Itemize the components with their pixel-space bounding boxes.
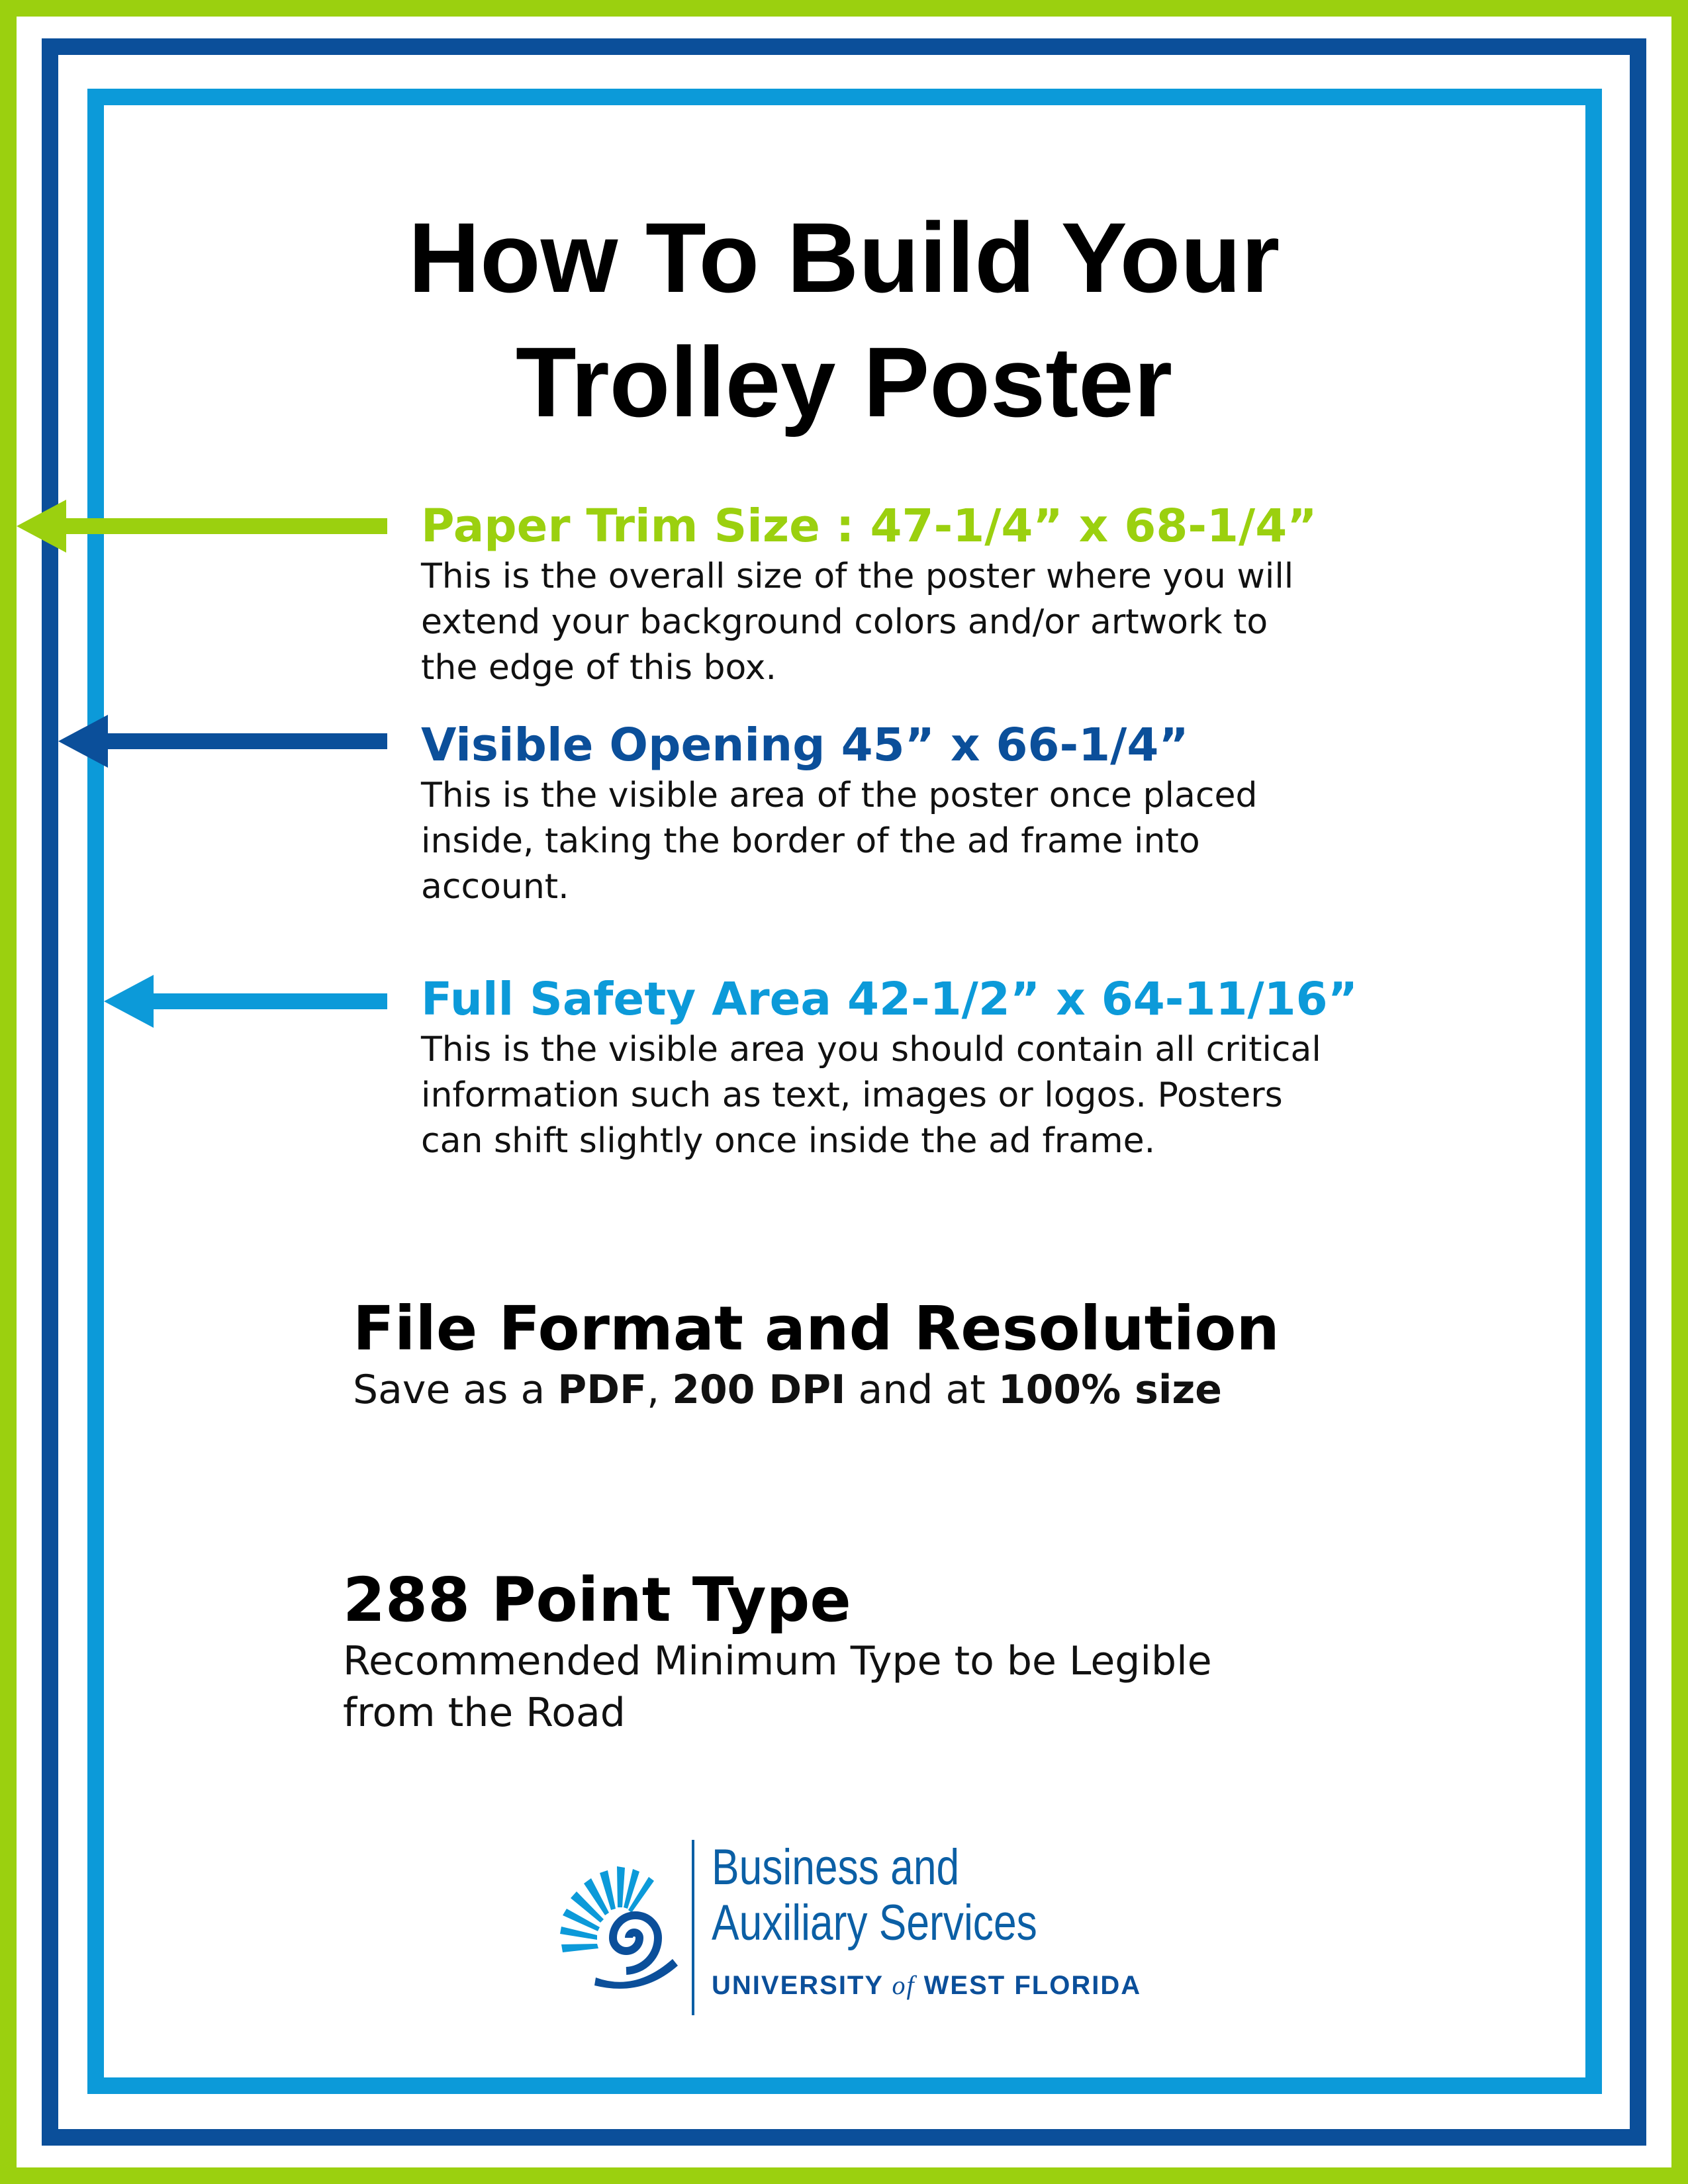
logo-of-text: of — [892, 1970, 915, 2000]
file-format-pdf: PDF — [557, 1367, 647, 1413]
point-type-description — [343, 1635, 1212, 1739]
point-type-heading: 288 Point Type — [343, 1565, 851, 1635]
point-type-description-line: from the Road — [343, 1690, 626, 1736]
shell-icon — [556, 1860, 688, 1992]
spec-description-line: can shift slightly once inside the ad frame. — [421, 1121, 1156, 1161]
logo-text-auxiliary: Auxiliary Services — [712, 1895, 1037, 1951]
point-type-section — [343, 1565, 1212, 1739]
spec-description-line: extend your background colors and/or artwork to — [421, 602, 1268, 642]
spec-heading: Visible Opening 45” x 66-1/4” — [421, 719, 1189, 772]
logo-westflorida-text: WEST FLORIDA — [915, 1971, 1142, 2000]
safety-arrow-icon — [104, 975, 387, 1028]
spec-paper-trim — [421, 498, 1427, 691]
point-type-description-line: Recommended Minimum Type to be Legible — [343, 1638, 1212, 1684]
spec-description-line: This is the visible area you should contain all critical — [421, 1030, 1321, 1069]
poster-title — [0, 195, 1688, 444]
uwf-logo — [556, 1839, 1142, 2019]
spec-description — [421, 1027, 1427, 1164]
file-format-text: , — [647, 1367, 673, 1413]
title-line-2: Trolley Poster — [515, 326, 1173, 437]
file-format-text: Save as a — [353, 1367, 558, 1413]
logo-text-business: Business and — [712, 1839, 960, 1895]
spec-visible-opening — [421, 717, 1427, 910]
visible-arrow-icon — [58, 715, 387, 768]
spec-description — [421, 773, 1427, 910]
logo-university-text: UNIVERSITY — [712, 1971, 892, 2000]
file-format-dpi: 200 DPI — [672, 1367, 846, 1413]
spec-description-line: account. — [421, 867, 569, 907]
title-line-1: How To Build Your — [408, 202, 1280, 313]
trim-arrow-icon — [17, 500, 387, 553]
spec-description-line: inside, taking the border of the ad frame into — [421, 821, 1200, 861]
file-format-size: 100% size — [998, 1367, 1223, 1413]
spec-safety-area — [421, 972, 1427, 1164]
spec-heading: Paper Trim Size : 47-1/4” x 68-1/4” — [421, 500, 1317, 553]
file-format-section — [353, 1294, 1280, 1416]
spec-description-line: This is the visible area of the poster once placed — [421, 776, 1258, 815]
spec-description — [421, 554, 1427, 691]
file-format-heading: File Format and Resolution — [353, 1293, 1280, 1364]
spec-heading: Full Safety Area 42-1/2” x 64-11/16” — [421, 973, 1358, 1026]
spec-description-line: information such as text, images or logos. Posters — [421, 1075, 1283, 1115]
logo-text-university — [712, 1966, 1141, 2005]
logo-divider — [692, 1840, 694, 2015]
spec-description-line: This is the overall size of the poster where you will — [421, 557, 1294, 596]
spec-description-line: the edge of this box. — [421, 648, 776, 688]
file-format-description — [353, 1364, 1280, 1416]
file-format-text: and at — [845, 1367, 998, 1413]
